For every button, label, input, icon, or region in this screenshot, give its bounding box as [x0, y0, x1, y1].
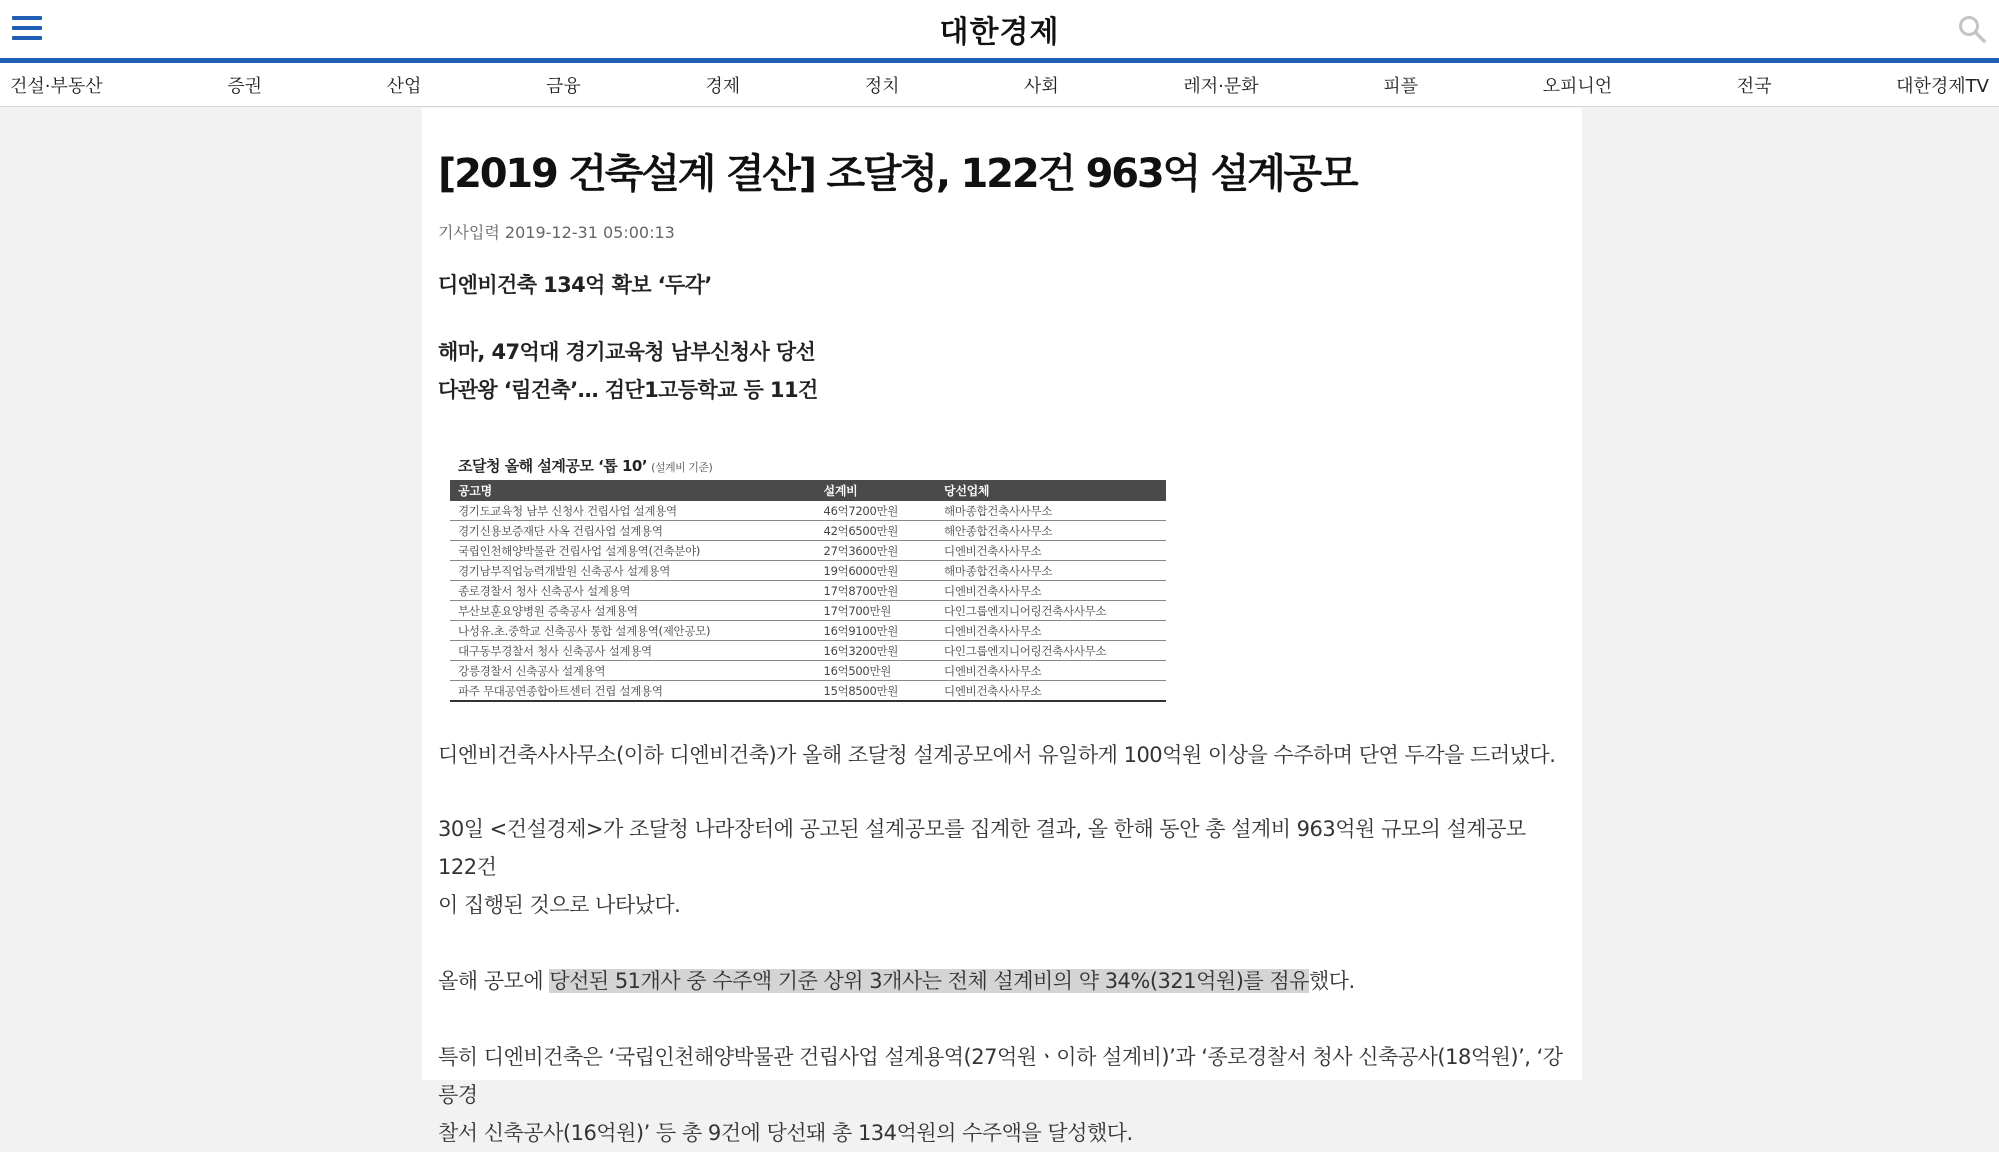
nav-item-finance[interactable]: 금융	[545, 75, 581, 97]
nav-item-tv[interactable]: 대한경제TV	[1896, 75, 1989, 97]
paragraph-text: 했다.	[1308, 969, 1355, 993]
table-row	[450, 541, 1166, 561]
table-cell: 부산보훈요양병원 증축공사 설계용역	[450, 601, 816, 621]
table-cell: 디엔비건축사사무소	[936, 581, 1166, 601]
table-cell: 디엔비건축사사무소	[936, 661, 1166, 681]
table-cell: 강릉경찰서 신축공사 설계용역	[450, 661, 816, 681]
table-cell: 15억8500만원	[816, 681, 937, 702]
site-header	[0, 0, 1999, 63]
nav-item-construction-realestate[interactable]: 건설·부동산	[10, 75, 103, 97]
paragraph-line: 30일 <건설경제>가 조달청 나라장터에 공고된 설계공모를 집계한 결과, 올 한해 동안 총 설계비 963억원 규모의 설계공모 122건	[438, 817, 1526, 879]
table-cell: 파주 무대공연종합아트센터 건립 설계용역	[450, 681, 816, 702]
nav-item-securities[interactable]: 증권	[227, 75, 263, 97]
table-row	[450, 621, 1166, 641]
nav-item-people[interactable]: 피플	[1383, 75, 1419, 97]
nav-item-society[interactable]: 사회	[1024, 75, 1059, 97]
paragraph-line: 이 집행된 것으로 나타났다.	[438, 893, 681, 917]
table-cell: 16억500만원	[816, 661, 937, 681]
table-row	[450, 581, 1166, 601]
table-cell: 해마종합건축사사무소	[936, 501, 1166, 521]
table-cell: 대구동부경찰서 청사 신축공사 설계용역	[450, 641, 816, 661]
article-paragraph	[438, 810, 1566, 924]
table-row	[450, 661, 1166, 681]
figure-title: 조달청 올해 설계공모 ‘톱 10’ (설계비 기준)	[458, 457, 713, 475]
table-row	[450, 681, 1166, 702]
table-row	[450, 501, 1166, 521]
table-cell: 27억3600만원	[816, 541, 937, 561]
table-cell: 해안종합건축사사무소	[936, 521, 1166, 541]
table-cell: 디엔비건축사사무소	[936, 541, 1166, 561]
site-logo[interactable]: 대한경제	[939, 15, 1060, 50]
nav-item-industry[interactable]: 산업	[386, 75, 422, 97]
figure-title-note: (설계비 기준)	[651, 461, 713, 474]
search-icon[interactable]	[1957, 14, 1987, 44]
table-row	[450, 521, 1166, 541]
column-header: 설계비	[816, 480, 937, 501]
table-cell: 다인그룹엔지니어링건축사사무소	[936, 601, 1166, 621]
article-paragraph: 디엔비건축사사무소(이하 디엔비건축)가 올해 조달청 설계공모에서 유일하게 100억원 이상을 수주하며 단연 두각을 드러냈다.	[438, 743, 1556, 767]
nav-item-politics[interactable]: 정치	[864, 75, 900, 97]
table-cell: 경기도교육청 남부 신청사 건립사업 설계용역	[450, 501, 816, 521]
article-subhead: 다관왕 ‘림건축’… 검단1고등학교 등 11건	[438, 378, 818, 402]
article-dateline: 기사입력 2019-12-31 05:00:13	[438, 223, 675, 242]
table-cell: 해마종합건축사사무소	[936, 561, 1166, 581]
paragraph-line: 찰서 신축공사(16억원)’ 등 총 9건에 당선돼 총 134억원의 수주액을 달성했다.	[438, 1121, 1133, 1145]
article-body	[422, 108, 1582, 1145]
column-header: 당선업체	[936, 480, 1166, 501]
table-cell: 42억6500만원	[816, 521, 937, 541]
table-cell: 경기신용보증재단 사옥 건립사업 설계용역	[450, 521, 816, 541]
paragraph-line: 특히 디엔비건축은 ‘국립인천해양박물관 건립사업 설계용역(27억원ㆍ이하 설계비)’과 ‘종로경찰서 청사 신축공사(18억원)’, ‘강릉경	[438, 1045, 1563, 1107]
table-cell: 16억3200만원	[816, 641, 937, 661]
nav-item-nationwide[interactable]: 전국	[1736, 75, 1772, 97]
paragraph-text: 올해 공모에	[438, 969, 550, 993]
category-nav	[0, 63, 1999, 107]
nav-item-economy[interactable]: 경제	[705, 75, 741, 97]
table-cell: 디엔비건축사사무소	[936, 681, 1166, 702]
table-row	[450, 561, 1166, 581]
table-row	[450, 601, 1166, 621]
nav-item-leisure-culture[interactable]: 레저·문화	[1183, 75, 1259, 97]
article-paragraph	[438, 1038, 1566, 1152]
table-cell: 나성유.초.중학교 신축공사 통합 설계용역(제안공모)	[450, 621, 816, 641]
column-header: 공고명	[450, 480, 816, 501]
article-figure-top10-table	[450, 455, 1166, 702]
top10-table	[450, 480, 1166, 702]
table-row	[450, 641, 1166, 661]
table-cell: 17억8700만원	[816, 581, 937, 601]
table-cell: 종로경찰서 청사 신축공사 설계용역	[450, 581, 816, 601]
table-cell: 경기남부직업능력개발원 신축공사 설계용역	[450, 561, 816, 581]
table-cell: 국립인천해양박물관 건립사업 설계용역(건축분야)	[450, 541, 816, 561]
article-paragraph	[438, 962, 1566, 1000]
article-subhead: 디엔비건축 134억 확보 ‘두각’	[438, 273, 712, 297]
table-cell: 19억6000만원	[816, 561, 937, 581]
article-headline: [2019 건축설계 결산] 조달청, 122건 963억 설계공모	[438, 151, 1357, 197]
table-cell: 16억9100만원	[816, 621, 937, 641]
table-cell: 17억700만원	[816, 601, 937, 621]
highlighted-text: 당선된 51개사 중 수주액 기준 상위 3개사는 전체 설계비의 약 34%(321억원)를 점유	[549, 969, 1309, 993]
article-subhead: 해마, 47억대 경기교육청 남부신청사 당선	[438, 340, 816, 364]
table-cell: 디엔비건축사사무소	[936, 621, 1166, 641]
hamburger-menu-icon[interactable]	[12, 16, 42, 40]
nav-item-opinion[interactable]: 오피니언	[1542, 75, 1613, 97]
table-cell: 다인그룹엔지니어링건축사사무소	[936, 641, 1166, 661]
table-cell: 46억7200만원	[816, 501, 937, 521]
